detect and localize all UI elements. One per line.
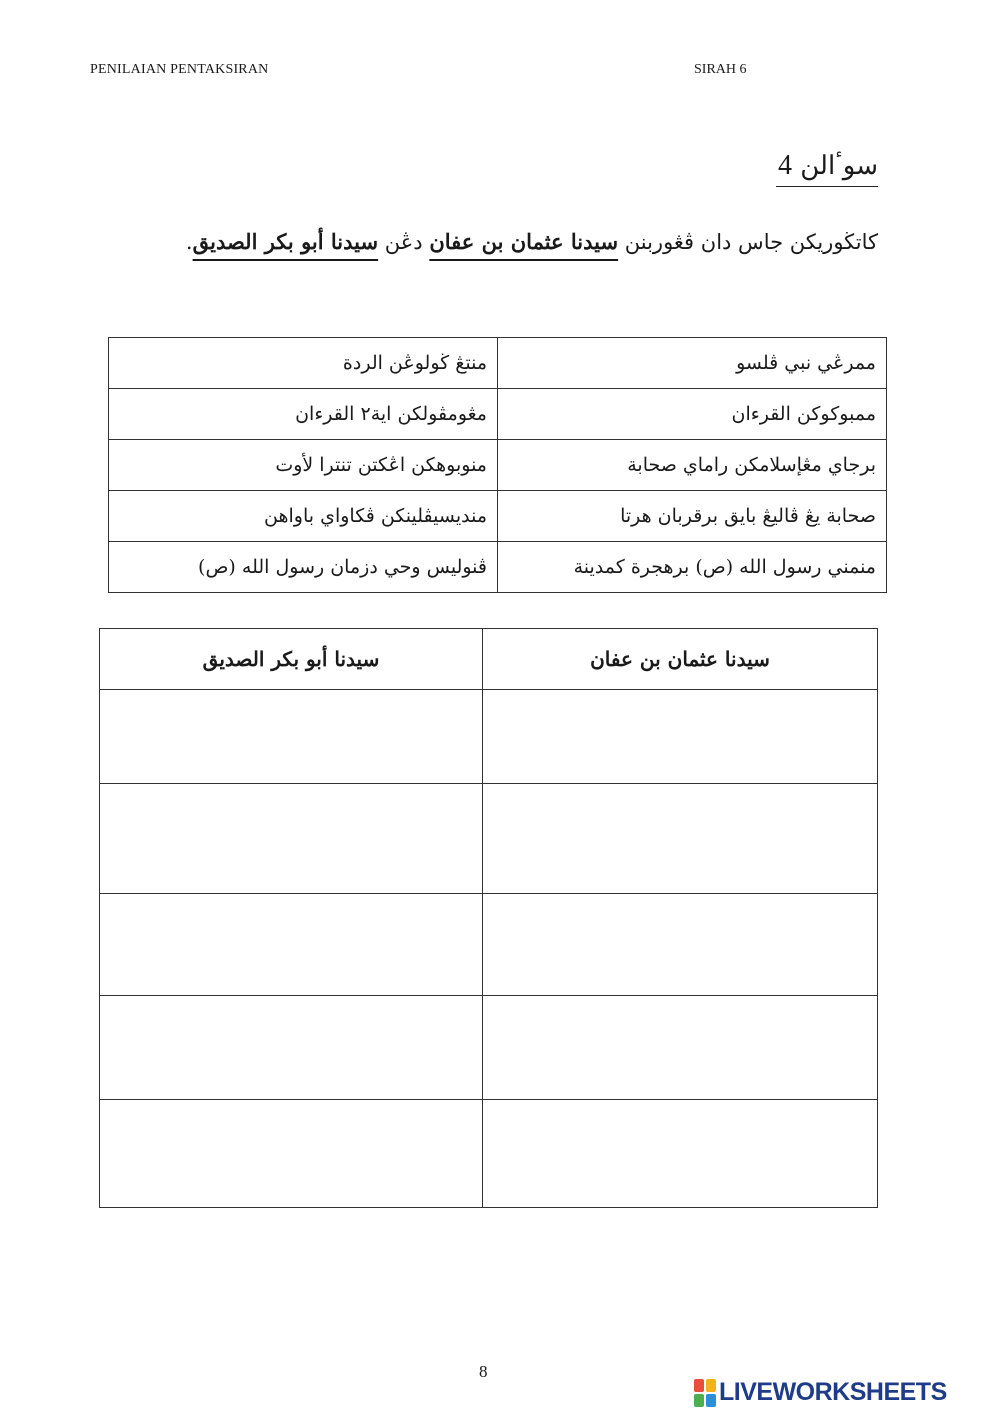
drop-zone-abu-bakr[interactable] — [100, 996, 483, 1100]
liveworksheets-logo-icon — [694, 1379, 716, 1407]
table-row — [100, 894, 878, 996]
drop-zone-uthman[interactable] — [483, 690, 878, 784]
table-row — [109, 491, 887, 542]
instruction-name-uthman: سيدنا عثمان بن عفان — [429, 229, 619, 254]
table-row — [100, 1100, 878, 1208]
item-cell[interactable]: مڠومڤولكن اية٢ القرءان — [109, 389, 498, 440]
brand-text: LIVEWORKSHEETS — [719, 1378, 947, 1406]
header-left-title: PENILAIAN PENTAKSIRAN — [90, 62, 269, 77]
header-uthman: سيدنا عثمان بن عفان — [483, 629, 878, 690]
items-table — [108, 337, 887, 593]
drop-zone-abu-bakr[interactable] — [100, 784, 483, 894]
item-cell[interactable]: ممرڠي نبي ڤلسو — [498, 338, 887, 389]
item-cell[interactable]: منتڠ ڬولوڠن الردة — [109, 338, 498, 389]
drop-zone-uthman[interactable] — [483, 894, 878, 996]
table-row — [100, 784, 878, 894]
table-row — [109, 440, 887, 491]
item-cell[interactable]: ڤنوليس وحي دزمان رسول الله (ص) — [109, 542, 498, 593]
table-row — [100, 690, 878, 784]
header-right-title: SIRAH 6 — [694, 62, 747, 77]
drop-zone-uthman[interactable] — [483, 1100, 878, 1208]
item-cell[interactable]: صحابة يڠ ڤاليڠ بايق برقربان هرتا — [498, 491, 887, 542]
table-row — [109, 389, 887, 440]
item-cell[interactable]: منوبوهكن اڠكتن تنترا لأوت — [109, 440, 498, 491]
answer-table — [99, 628, 878, 1208]
item-cell[interactable]: منديسيڤلينكن ڤكاواي باواهن — [109, 491, 498, 542]
table-row — [109, 542, 887, 593]
drop-zone-abu-bakr[interactable] — [100, 894, 483, 996]
answer-header-row — [100, 629, 878, 690]
question-label: سوٴالن — [800, 151, 878, 181]
question-number: 4 — [777, 150, 792, 181]
page-number: 8 — [479, 1362, 488, 1381]
liveworksheets-brand[interactable] — [694, 1378, 947, 1407]
question-title — [776, 150, 878, 187]
drop-zone-abu-bakr[interactable] — [100, 1100, 483, 1208]
item-cell[interactable]: برجاي مڠإسلامكن راماي صحابة — [498, 440, 887, 491]
drop-zone-uthman[interactable] — [483, 996, 878, 1100]
instruction-name-abu-bakr: سيدنا أبو بكر الصديق — [192, 229, 379, 254]
drop-zone-abu-bakr[interactable] — [100, 690, 483, 784]
instruction-end: . — [185, 230, 193, 254]
instruction-text — [118, 222, 878, 262]
table-row — [109, 338, 887, 389]
drop-zone-uthman[interactable] — [483, 784, 878, 894]
table-row — [100, 996, 878, 1100]
header-abu-bakr: سيدنا أبو بكر الصديق — [100, 629, 483, 690]
item-cell[interactable]: ممبوكوكن القرءان — [498, 389, 887, 440]
item-cell[interactable]: منمني رسول الله (ص) برهجرة كمدينة — [498, 542, 887, 593]
instruction-part2: دڠن — [378, 230, 430, 254]
instruction-part1: كاتڬوريكن جاس دان ڤڠوربنن — [618, 230, 878, 254]
